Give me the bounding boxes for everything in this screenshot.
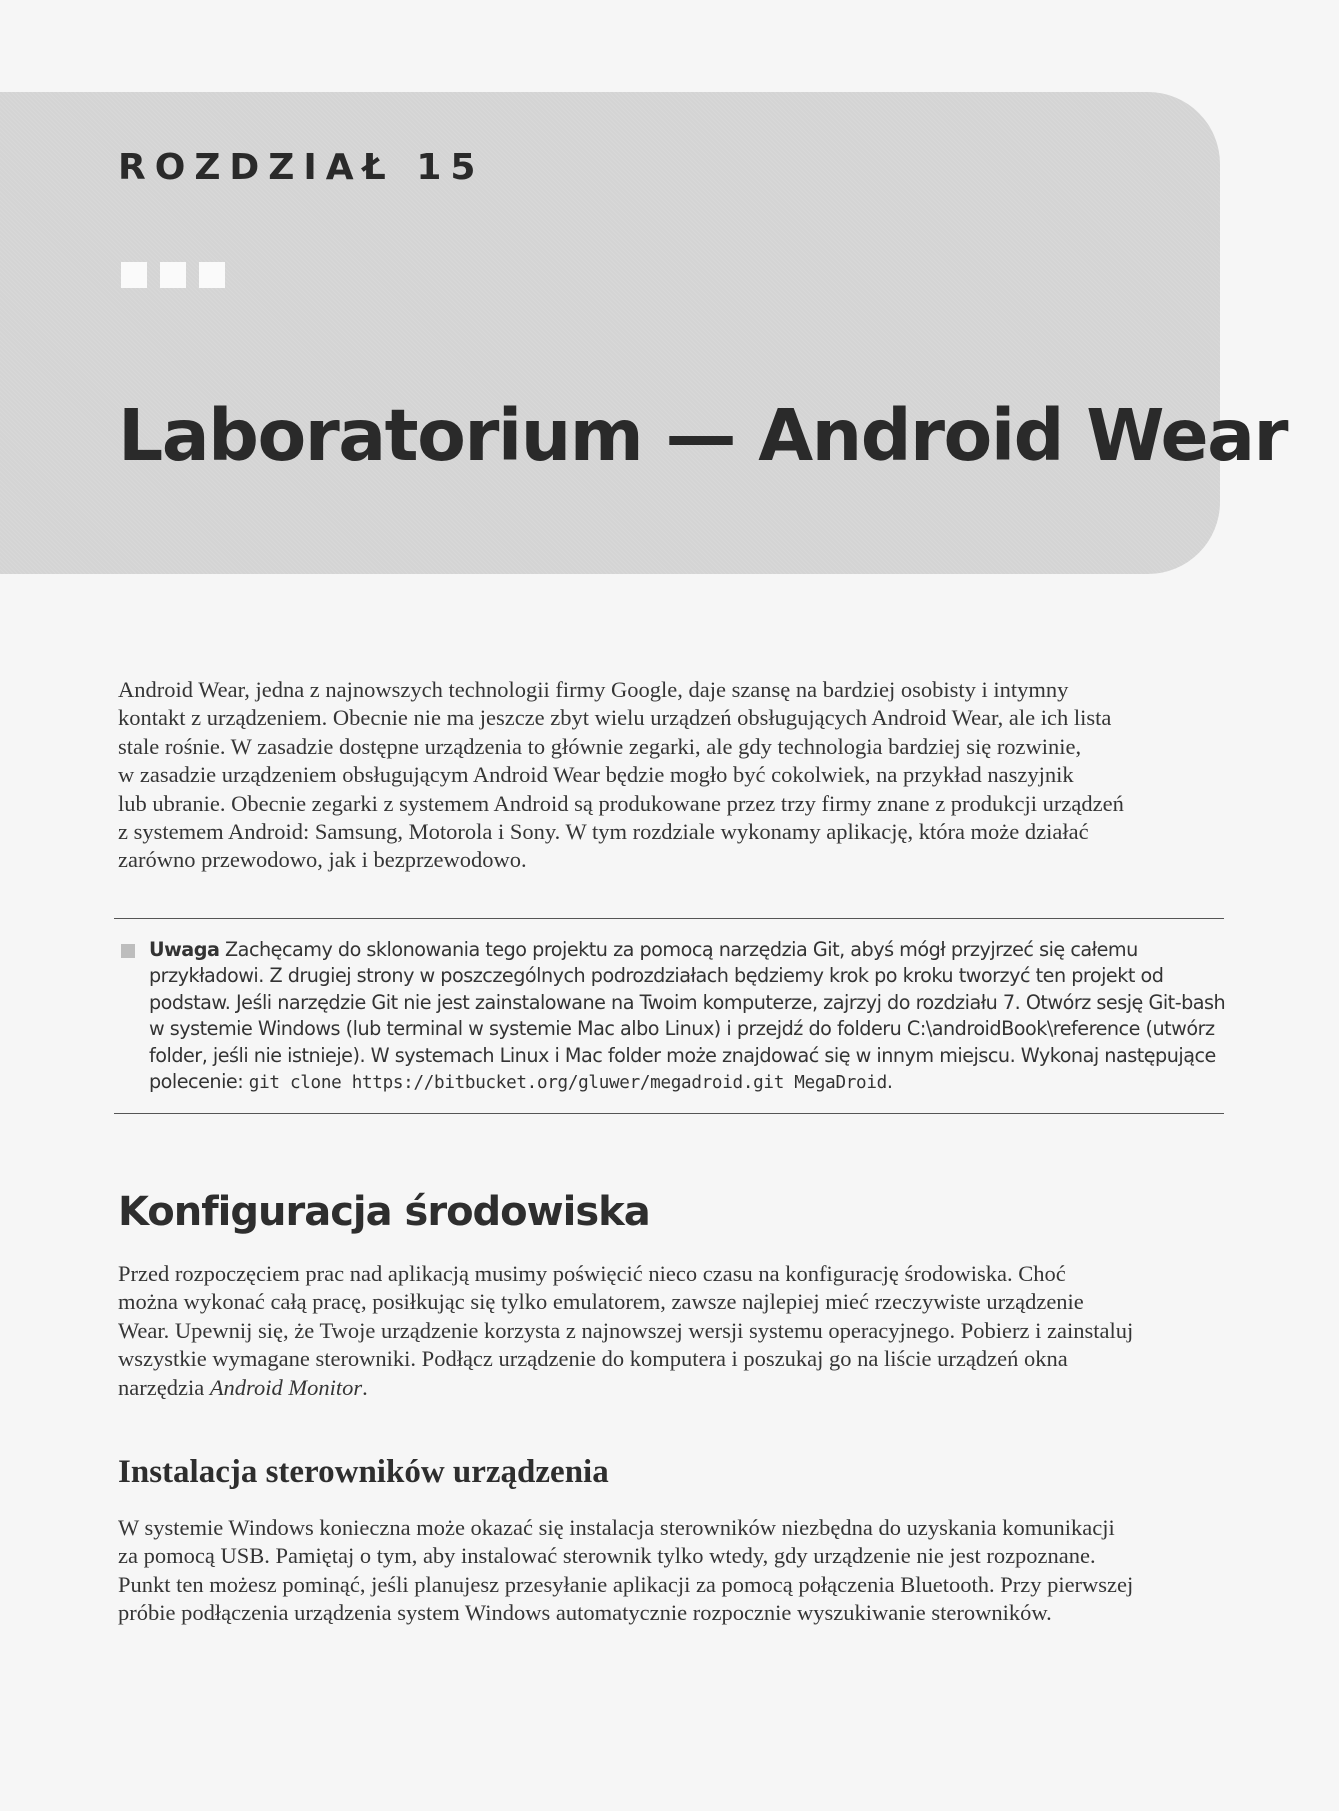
section-paragraph [118, 1260, 1228, 1402]
chapter-label: ROZDZIAŁ 15 [118, 147, 485, 188]
ornament-square [199, 262, 225, 288]
note-command-suffix: . [886, 1070, 893, 1094]
note-line: podstaw. Jeśli narzędzie Git nie jest zainstalowane na Twoim komputerze, zajrzyj do rozdziału 7. Otwórz sesję Git-bash [149, 990, 1226, 1014]
paragraph-line: zarówno przewodowo, jak i bezprzewodowo. [118, 847, 527, 873]
paragraph-line: lub ubranie. Obecnie zegarki z systemem Android są produkowane przez trzy firmy znane z produkcji urządzeń [118, 790, 1124, 816]
subsection-heading: Instalacja sterowników urządzenia [118, 1454, 609, 1490]
note-command: git clone https://bitbucket.org/gluwer/megadroid.git MegaDroid [248, 1073, 887, 1094]
note-text [149, 937, 1229, 1096]
paragraph-line: Android Wear, jedna z najnowszych technologii firmy Google, daje szansę na bardziej osobisty i intymny [118, 677, 1069, 702]
paragraph-line: Wear. Upewnij się, że Twoje urządzenie korzysta z najnowszej wersji systemu operacyjnego. Pobierz i zainstaluj [118, 1317, 1134, 1343]
note-first-line: Zachęcamy do sklonowania tego projektu za pomocą narzędzia Git, abyś mógł przyjrzeć się całemu [219, 938, 1138, 961]
section-heading: Konfiguracja środowiska [118, 1189, 650, 1235]
paragraph-line: próbie podłączenia urządzenia system Windows automatycznie rozpocznie wyszukiwanie sterowników. [118, 1600, 1052, 1626]
note-line: w systemie Windows (lub terminal w systemie Mac albo Linux) i przejdź do folderu C:\androidBook\reference (utwórz [149, 1017, 1215, 1041]
paragraph-line: W systemie Windows konieczna może okazać się instalacja sterowników niezbędna do uzyskania komunikacji [118, 1515, 1115, 1540]
chapter-ornament [121, 262, 225, 288]
note-line [149, 1069, 1229, 1096]
paragraph-line: w zasadzie urządzeniem obsługującym Android Wear będzie mogło być cokolwiek, na przykład naszyjnik [118, 762, 1074, 788]
note-command-prefix: polecenie: [149, 1070, 249, 1094]
paragraph-line: z systemem Android: Samsung, Motorola i Sony. W tym rozdziale wykonamy aplikację, która może działać [118, 819, 1089, 845]
paragraph-line: stale rośnie. W zasadzie dostępne urządzenia to głównie zegarki, ale gdy technologia bardziej się rozwinie, [118, 733, 1082, 759]
paragraph-line: Przed rozpoczęciem prac nad aplikacją musimy poświęcić nieco czasu na konfigurację środowiska. Choć [118, 1261, 1066, 1286]
note-line: folder, jeśli nie istnieje). W systemach Linux i Mac folder może znajdować się w innym miejscu. Wykonaj następujące [149, 1043, 1216, 1067]
paragraph-line: Punkt ten możesz pominąć, jeśli planujesz przesyłanie aplikacji za pomocą połączenia Bluetooth. Przy pierwszej [118, 1571, 1134, 1597]
paragraph-line [118, 1374, 1228, 1402]
note-line: przykładowi. Z drugiej strony w poszczególnych podrozdziałach będziemy krok po kroku tworzyć ten projekt od [149, 964, 1164, 988]
note-label: Uwaga [149, 938, 220, 961]
paragraph-line: można wykonać całą pracę, posiłkując się tylko emulatorem, zawsze najlepiej mieć rzeczywiste urządzenie [118, 1289, 1084, 1315]
section-last-suffix: . [362, 1374, 368, 1400]
section-italic-term: Android Monitor [209, 1374, 363, 1400]
subsection-paragraph [118, 1514, 1228, 1628]
note-bullet-icon [121, 944, 135, 958]
ornament-square [121, 262, 147, 288]
section-last-prefix: narzędzia [118, 1374, 210, 1400]
chapter-title: Laboratorium — Android Wear [118, 394, 1288, 477]
paragraph-line: kontakt z urządzeniem. Obecnie nie ma jeszcze zbyt wielu urządzeń obsługujących Android Wear, ale ich lista [118, 705, 1112, 731]
note-line [149, 937, 1229, 963]
intro-paragraph [118, 676, 1228, 875]
ornament-square [160, 262, 186, 288]
paragraph-line: za pomocą USB. Pamiętaj o tym, aby instalować sterownik tylko wtedy, gdy urządzenie nie jest rozpoznane. [118, 1543, 1096, 1569]
paragraph-line: wszystkie wymagane sterowniki. Podłącz urządzenie do komputera i poszukaj go na liście urządzeń okna [118, 1346, 1068, 1372]
note-box [114, 918, 1224, 1114]
